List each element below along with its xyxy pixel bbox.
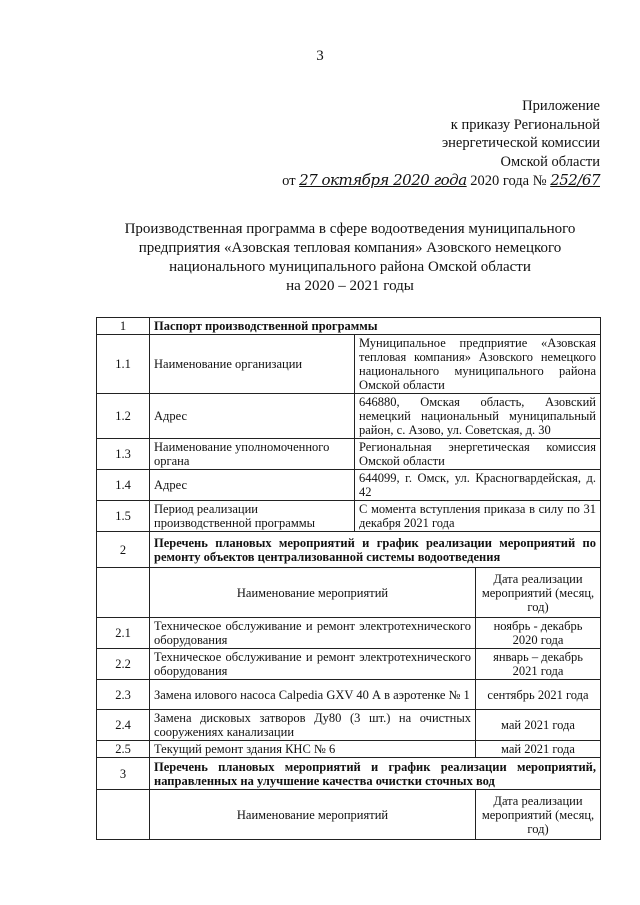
row-value: С момента вступления приказа в силу по 31 декабря 2021 года: [355, 501, 601, 532]
title-line-4: на 2020 – 2021 годы: [286, 278, 414, 294]
row-number: 2.2: [97, 649, 150, 680]
table-row: [97, 501, 601, 532]
section-number: 2: [97, 532, 150, 568]
section-number: 1: [97, 318, 150, 335]
handwritten-date: 27 октября 2020 года: [299, 171, 467, 189]
table-row: [97, 741, 601, 758]
row-number: 1.3: [97, 439, 150, 470]
column-header-date: Дата реализации мероприятий (месяц, год): [476, 790, 601, 840]
order-date-line: [282, 171, 600, 191]
row-label: Период реализации производственной программы: [150, 501, 355, 532]
appendix-line-3: энергетической комиссии: [441, 135, 600, 151]
section-2-header: [97, 532, 601, 568]
row-label: Адрес: [150, 470, 355, 501]
section-title: Паспорт производственной программы: [150, 318, 601, 335]
column-header-name: Наименование мероприятий: [150, 790, 476, 840]
table-row: [97, 680, 601, 710]
activity-name: Техническое обслуживание и ремонт электротехнического оборудования: [150, 649, 476, 680]
program-table: [96, 317, 601, 840]
appendix-line-4: Омской области: [500, 153, 600, 170]
column-header-date: Дата реализации мероприятий (месяц, год): [476, 568, 601, 618]
section-3-header: [97, 758, 601, 790]
title-line-1: Производственная программа в сфере водоотведения муниципального: [124, 221, 576, 237]
row-value: Региональная энергетическая комиссия Омской области: [355, 439, 601, 470]
row-number: 2.3: [97, 680, 150, 710]
activity-date: ноябрь - декабрь 2020 года: [476, 618, 601, 649]
table-row: [97, 618, 601, 649]
row-number: 2.1: [97, 618, 150, 649]
row-value: 646880, Омская область, Азовский немецкий национальный муниципальный район, с. Азово, ул. Советская, д. 30: [355, 394, 601, 439]
row-label: Наименование организации: [150, 335, 355, 394]
date-printed: 2020 года №: [470, 173, 547, 189]
date-prefix: от: [282, 173, 296, 189]
row-number: 2.5: [97, 741, 150, 758]
section-number: 3: [97, 758, 150, 790]
activity-name: Текущий ремонт здания КНС № 6: [150, 741, 476, 758]
row-number: 2.4: [97, 710, 150, 741]
section-2-column-header: [97, 568, 601, 618]
document-title: [60, 220, 640, 296]
table-row: [97, 335, 601, 394]
appendix-line-2: к приказу Региональной: [450, 116, 600, 133]
row-value: 644099, г. Омск, ул. Красногвардейская, д. 42: [355, 470, 601, 501]
section-title: Перечень плановых мероприятий и график реализации мероприятий по ремонту объектов централизованной системы водоотведения: [150, 532, 601, 568]
section-3-column-header: [97, 790, 601, 840]
appendix-line-1: Приложение: [522, 98, 600, 114]
table-row: [97, 439, 601, 470]
activity-date: сентябрь 2021 года: [476, 680, 601, 710]
table-row: [97, 394, 601, 439]
row-number: 1.5: [97, 501, 150, 532]
table-row: [97, 470, 601, 501]
section-title: Перечень плановых мероприятий и график реализации мероприятий, направленных на улучшение качества очистки сточных вод: [150, 758, 601, 790]
title-line-2: предприятия «Азовская тепловая компания» Азовского немецкого: [138, 240, 562, 256]
title-line-3: национального муниципального района Омской области: [169, 259, 531, 275]
column-header-name: Наименование мероприятий: [150, 568, 476, 618]
row-number: 1.1: [97, 335, 150, 394]
row-number: 1.4: [97, 470, 150, 501]
row-number: [97, 790, 150, 840]
activity-name: Замена илового насоса Calpedia GXV 40 А в аэротенке № 1: [150, 680, 476, 710]
table-row: [97, 649, 601, 680]
activity-date: май 2021 года: [476, 741, 601, 758]
row-label: Адрес: [150, 394, 355, 439]
appendix-header: [282, 97, 600, 191]
row-label: Наименование уполномоченного органа: [150, 439, 355, 470]
activity-name: Замена дисковых затворов Ду80 (3 шт.) на очистных сооружениях канализации: [150, 710, 476, 741]
row-value: Муниципальное предприятие «Азовская тепловая компания» Азовского немецкого национального муниципального района Омской области: [355, 335, 601, 394]
section-1-header: [97, 318, 601, 335]
handwritten-order-number: 252/67: [550, 171, 600, 189]
table-row: [97, 710, 601, 741]
activity-name: Техническое обслуживание и ремонт электротехнического оборудования: [150, 618, 476, 649]
row-number: 1.2: [97, 394, 150, 439]
activity-date: январь – декабрь 2021 года: [476, 649, 601, 680]
activity-date: май 2021 года: [476, 710, 601, 741]
row-number: [97, 568, 150, 618]
page-number: 3: [316, 48, 324, 64]
